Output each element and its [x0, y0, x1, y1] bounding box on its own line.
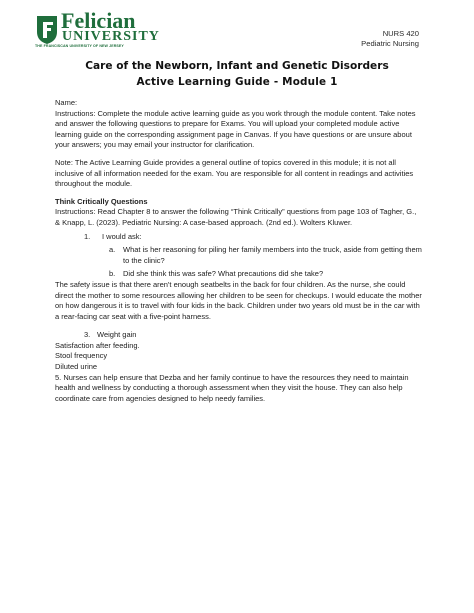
instructions-paragraph: Instructions: Complete the module active learning guide as you work through the module content. Take notes and answer the following questions to prepare for Exams. You will upload your completed module active learning guide on the corresponding assignment page in Canvas. If you have questions or are unsure about your answers; you may email your instructor for clarification. [55, 108, 416, 150]
document-subtitle: Active Learning Guide - Module 1 [136, 76, 338, 88]
logo-name: Felician [61, 8, 136, 33]
answer-line: Satisfaction after feeding. [55, 340, 140, 350]
question-1 [84, 232, 423, 243]
sub-question-label: b. [109, 269, 116, 279]
sub-question-a [109, 245, 423, 266]
note-paragraph: Note: The Active Learning Guide provides a general outline of topics covered in this module; it is not all inclusive of all information needed for the exam. You are responsible for all content in readings and activities throughout the module. [55, 157, 414, 189]
answer-line: Diluted urine [55, 362, 98, 372]
question-text: I would ask: [102, 231, 142, 241]
answer-5-paragraph: 5. Nurses can help ensure that Dezba and her family continue to have the resources they need to maintain health and wellness by conducting a thorough assessment when they visit the house. They can also help coordinate care from agencies designed to help needy families. [55, 372, 409, 403]
felician-logo [34, 8, 174, 49]
sub-question-text: Did she think this was safe? What precautions did she take? [123, 269, 324, 279]
course-code: NURS 420 [382, 29, 419, 38]
question-text: Weight gain [97, 330, 137, 340]
section-instructions: Instructions: Read Chapter 8 to answer the following “Think Critically” questions from page 103 of Tagher, G., & Knapp, L. (2023). Pediatric Nursing: A case-based approach. (2nd ed.). Wolters Kluwer. [55, 207, 417, 227]
course-info [361, 29, 419, 49]
logo-university: UNIVERSITY [62, 29, 160, 44]
question-number: 1. [84, 231, 91, 241]
name-label: Name: [55, 98, 78, 107]
section-heading: Think Critically Questions [55, 196, 148, 206]
sub-question-text: What is her reasoning for piling her family members into the truck, aside from getting them to the clinic? [123, 245, 422, 265]
felician-shield-icon [34, 14, 60, 45]
sub-question-label: a. [109, 245, 116, 255]
sub-question-b [109, 269, 423, 280]
answer-paragraph: The safety issue is that there aren't enough seatbelts in the back for four children. As the nurse, she could direct the mother to some resources allowing her children to be seen for checkups. I would educate the mother on how dangerous it is to travel with four kids in the back. Children under two years old must be in the car with a rear-facing car seat with a five-point harness. [55, 279, 422, 321]
question-number: 3. [84, 330, 91, 340]
course-name: Pediatric Nursing [361, 39, 419, 48]
document-title: Care of the Newborn, Infant and Genetic Disorders [85, 60, 389, 72]
logo-tagline: THE FRANCISCAN UNIVERSITY OF NEW JERSEY [35, 44, 124, 48]
document-body [55, 98, 423, 404]
answer-line: Stool frequency [55, 351, 108, 361]
question-3 [84, 330, 423, 341]
